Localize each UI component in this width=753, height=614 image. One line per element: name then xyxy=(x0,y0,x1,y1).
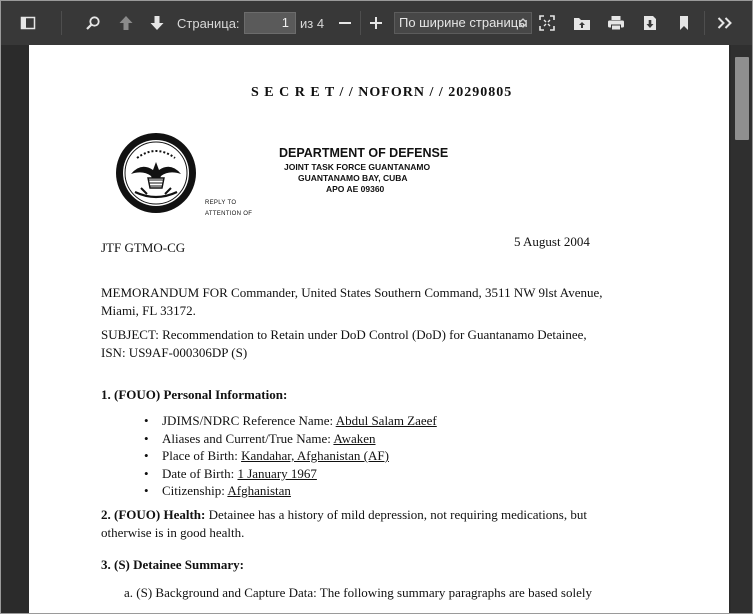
classification-header: S E C R E T / / NOFORN / / 20290805 xyxy=(251,85,513,100)
find-button[interactable] xyxy=(80,1,106,45)
zoom-out-button[interactable] xyxy=(335,1,355,45)
previous-page-button[interactable] xyxy=(114,1,138,45)
section-2-line-1 xyxy=(101,507,587,523)
chevron-updown-icon xyxy=(518,17,528,29)
memo-for-line-2: Miami, FL 33172. xyxy=(101,303,196,318)
toolbar-separator xyxy=(61,11,62,35)
page-total-label xyxy=(300,1,330,45)
sidebar-toggle-button[interactable] xyxy=(15,1,41,45)
section-3a-line: a. (S) Background and Capture Data: The following summary paragraphs are based solely xyxy=(124,585,592,600)
personal-info-entry xyxy=(162,483,291,499)
letterhead-line-2: GUANTANAMO BAY, CUBA xyxy=(298,173,408,183)
toolbar-separator xyxy=(360,11,361,35)
personal-info-entry xyxy=(162,466,317,482)
bullet-marker: • xyxy=(144,431,149,446)
viewer-toolbar xyxy=(1,1,752,45)
bookmark-icon xyxy=(678,15,690,31)
bookmark-button[interactable] xyxy=(672,1,696,45)
personal-info-label: JDIMS/NDRC Reference Name: xyxy=(162,413,334,428)
letterhead-line-3: APO AE 09360 xyxy=(326,184,385,194)
open-file-button[interactable] xyxy=(570,1,594,45)
page-label-text: Страница: xyxy=(177,15,240,31)
print-button[interactable] xyxy=(604,1,628,45)
section-3-title: 3. (S) Detainee Summary: xyxy=(101,557,244,572)
personal-info-entry xyxy=(162,431,376,447)
bullet-marker: • xyxy=(144,413,149,428)
download-icon xyxy=(642,15,658,31)
reply-to-label: REPLY TO xyxy=(205,200,237,206)
open-file-icon xyxy=(573,15,591,31)
personal-info-label: Place of Birth: xyxy=(162,448,238,463)
bullet-marker: • xyxy=(144,466,149,481)
bullet-marker: • xyxy=(144,448,149,463)
personal-info-label: Date of Birth: xyxy=(162,466,235,481)
zoom-in-button[interactable] xyxy=(365,1,387,45)
personal-info-value: Kandahar, Afghanistan (AF) xyxy=(241,448,389,463)
more-tools-icon xyxy=(717,16,733,30)
section-1-title: 1. (FOUO) Personal Information: xyxy=(101,387,288,402)
page-number-label xyxy=(177,1,240,45)
letterhead-department: DEPARTMENT OF DEFENSE xyxy=(279,146,449,160)
minus-icon xyxy=(338,16,352,30)
zoom-select-value: По ширине страницы xyxy=(399,15,528,30)
scrollbar-thumb[interactable] xyxy=(735,57,749,140)
print-icon xyxy=(607,15,625,31)
attention-of-label: ATTENTION OF xyxy=(205,211,253,217)
arrow-down-icon xyxy=(149,15,165,31)
subject-line-2: ISN: US9AF-000306DP (S) xyxy=(101,345,248,360)
presentation-mode-button[interactable] xyxy=(535,1,559,45)
fullscreen-icon xyxy=(539,15,555,31)
personal-info-value: Abdul Salam Zaeef xyxy=(335,413,437,428)
plus-icon xyxy=(369,16,383,30)
subject-line-1: SUBJECT: Recommendation to Retain under DoD Control (DoD) for Guantanamo Detainee, xyxy=(101,327,587,342)
dod-seal-icon xyxy=(115,132,197,214)
personal-info-value: Awaken xyxy=(333,431,376,446)
toolbar-separator xyxy=(704,11,705,35)
next-page-button[interactable] xyxy=(145,1,169,45)
personal-info-entry xyxy=(162,413,437,429)
sidebar-toggle-icon xyxy=(20,15,36,31)
personal-info-entry xyxy=(162,448,389,464)
section-2-title: 2. (FOUO) Health: xyxy=(101,507,206,522)
personal-info-value: 1 January 1967 xyxy=(237,466,317,481)
download-button[interactable] xyxy=(638,1,662,45)
personal-info-label: Citizenship: xyxy=(162,483,225,498)
letterhead-line-1: JOINT TASK FORCE GUANTANAMO xyxy=(284,162,431,172)
section-2-line-2: otherwise is in good health. xyxy=(101,525,245,540)
memo-date: 5 August 2004 xyxy=(514,234,590,249)
tools-menu-button[interactable] xyxy=(711,1,739,45)
personal-info-value: Afghanistan xyxy=(227,483,291,498)
pdf-page xyxy=(29,45,729,613)
search-icon xyxy=(85,15,101,31)
bullet-marker: • xyxy=(144,483,149,498)
page-number-input[interactable]: 1 xyxy=(244,12,296,34)
page-total-text: из 4 xyxy=(300,15,325,31)
personal-info-label: Aliases and Current/True Name: xyxy=(162,431,331,446)
zoom-select[interactable] xyxy=(394,12,532,34)
arrow-up-icon xyxy=(118,15,134,31)
memo-for-line-1: MEMORANDUM FOR Commander, United States Southern Command, 3511 NW 9lst Avenue, xyxy=(101,285,603,300)
document-viewer[interactable] xyxy=(1,45,752,613)
section-2-text: Detainee has a history of mild depression, not requiring medications, but xyxy=(208,507,587,522)
office-code: JTF GTMO-CG xyxy=(101,240,186,255)
vertical-scrollbar[interactable] xyxy=(731,45,752,613)
